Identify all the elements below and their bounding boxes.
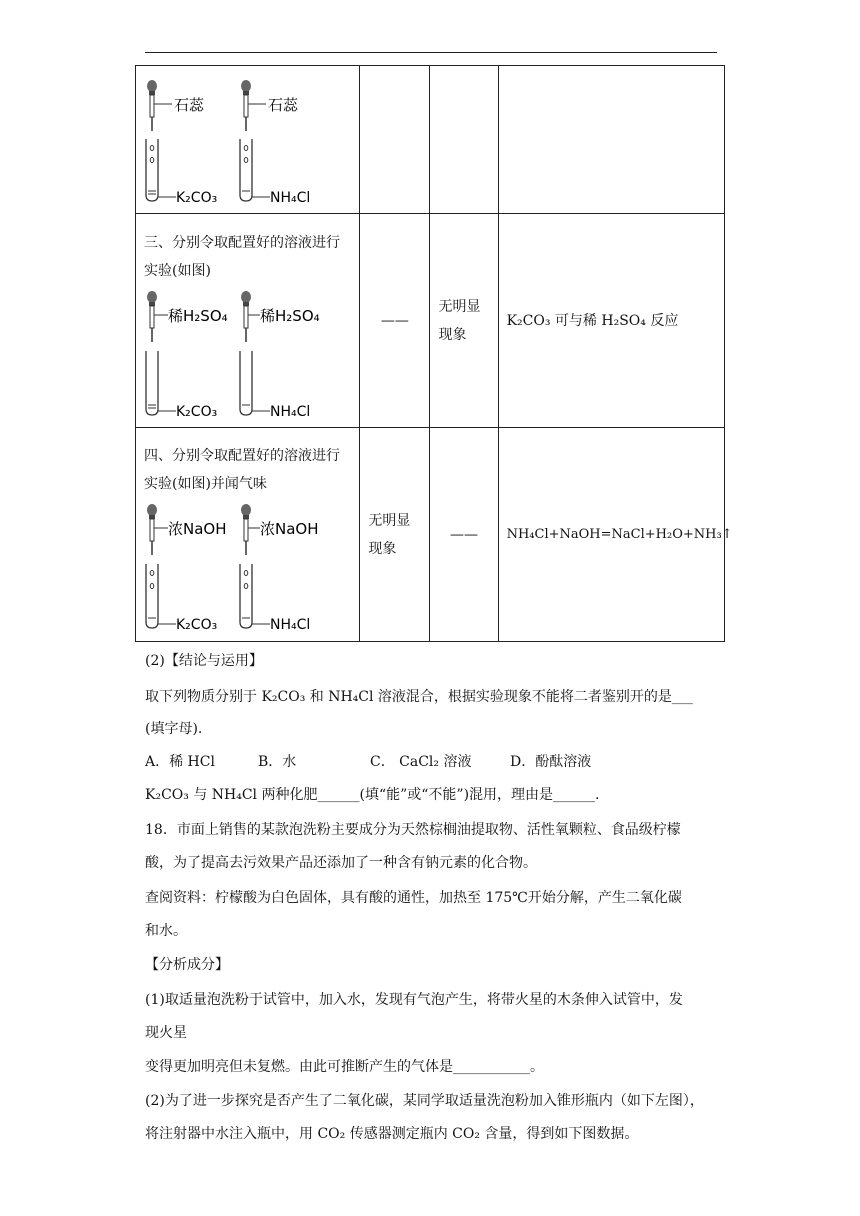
naoh-figure xyxy=(136,498,360,636)
solution-label: K₂CO₃ xyxy=(176,189,218,206)
dropper-icon xyxy=(241,80,266,131)
test-tube-icon xyxy=(240,351,270,415)
option-a: A．稀 HCl xyxy=(145,754,215,770)
solution-label: K₂CO₃ xyxy=(176,403,218,420)
reagent-label: 稀H₂SO₄ xyxy=(260,306,320,325)
table-row xyxy=(136,66,725,214)
result-cell: 无明显 现象 xyxy=(360,428,430,642)
step-cell xyxy=(136,428,360,642)
litmus-dropper-figure xyxy=(136,67,360,213)
result-cell: 无明显 现象 xyxy=(430,214,498,428)
solution-label: K₂CO₃ xyxy=(176,616,218,633)
reagent-label: 浓NaOH xyxy=(168,519,227,538)
step-cell xyxy=(136,66,360,214)
conclusion-cell: K₂CO₃ 可与稀 H₂SO₄ 反应 xyxy=(498,214,724,428)
paragraph: (填字母). xyxy=(145,721,203,737)
paragraph: 和水。 xyxy=(145,923,187,939)
test-tube-icon xyxy=(146,139,176,201)
test-tube-icon xyxy=(146,351,176,415)
step-text: 四、分别令取配置好的溶液进行 xyxy=(144,447,340,464)
step-text: 实验(如图) xyxy=(144,262,211,279)
result-cell: —— xyxy=(360,214,430,428)
table-row xyxy=(136,428,725,642)
conclusion-cell xyxy=(498,66,724,214)
result-cell xyxy=(430,66,498,214)
dropper-icon xyxy=(147,504,168,555)
paragraph: 取下列物质分别于 K₂CO₃ 和 NH₄Cl 溶液混合，根据实验现象不能将二者鉴别开的是___ xyxy=(145,689,693,705)
paragraph: 变得更加明亮但未复燃。由此可推断产生的气体是___________。 xyxy=(145,1059,544,1075)
test-tube-icon xyxy=(240,564,270,628)
dropper-icon xyxy=(147,80,172,131)
section-heading: 【分析成分】 xyxy=(145,957,229,973)
step-cell xyxy=(136,214,360,428)
solution-label: NH₄Cl xyxy=(270,616,311,633)
paragraph: 18．市面上销售的某款泡洗粉主要成分为天然棕榈油提取物、活性氧颗粒、食品级柠檬 xyxy=(145,822,681,838)
table-row xyxy=(136,214,725,428)
paragraph: K₂CO₃ 与 NH₄Cl 两种化肥______(填“能”或“不能”)混用，理由是______. xyxy=(145,787,600,803)
paragraph: 现火星 xyxy=(145,1025,187,1041)
result-cell: —— xyxy=(430,428,498,642)
header-rule xyxy=(145,52,717,53)
dropper-icon xyxy=(147,291,168,342)
step-text: 三、分别令取配置好的溶液进行 xyxy=(144,234,340,251)
reagent-label: 浓NaOH xyxy=(260,519,319,538)
sulfuric-acid-figure xyxy=(136,285,360,423)
paragraph: (2)【结论与运用】 xyxy=(145,653,263,669)
paragraph: 酸，为了提高去污效果产品还添加了一种含有钠元素的化合物。 xyxy=(145,855,537,871)
solution-label: NH₄Cl xyxy=(270,403,311,420)
paragraph: 将注射器中水注入瓶中，用 CO₂ 传感器测定瓶内 CO₂ 含量，得到如下图数据。 xyxy=(145,1126,639,1142)
option-b: B．水 xyxy=(258,754,297,770)
test-tube-icon xyxy=(146,564,176,628)
experiment-table xyxy=(135,65,733,642)
dropper-icon xyxy=(241,504,260,555)
conclusion-cell: NH₄Cl+NaOH=NaCl+H₂O+NH₃↑ xyxy=(498,428,724,642)
paragraph: (2)为了进一步探究是否产生了二氧化碳，某同学取适量洗泡粉加入锥形瓶内（如下左图）， xyxy=(145,1093,704,1109)
reagent-label: 稀H₂SO₄ xyxy=(168,306,228,325)
dropper-icon xyxy=(241,291,260,342)
test-tube-icon xyxy=(240,139,270,201)
reagent-label: 石蕊 xyxy=(174,95,205,114)
option-c: C． CaCl₂ 溶液 xyxy=(370,754,472,770)
paragraph: (1)取适量泡洗粉于试管中，加入水，发现有气泡产生，将带火星的木条伸入试管中，发 xyxy=(145,992,683,1008)
solution-label: NH₄Cl xyxy=(270,189,311,206)
paragraph: 查阅资料：柠檬酸为白色固体，具有酸的通性，加热至 175℃开始分解，产生二氧化碳 xyxy=(145,890,682,906)
option-d: D．酚酞溶液 xyxy=(510,754,592,770)
result-cell xyxy=(360,66,430,214)
reagent-label: 石蕊 xyxy=(268,95,299,114)
step-text: 实验(如图)并闻气味 xyxy=(144,475,267,492)
